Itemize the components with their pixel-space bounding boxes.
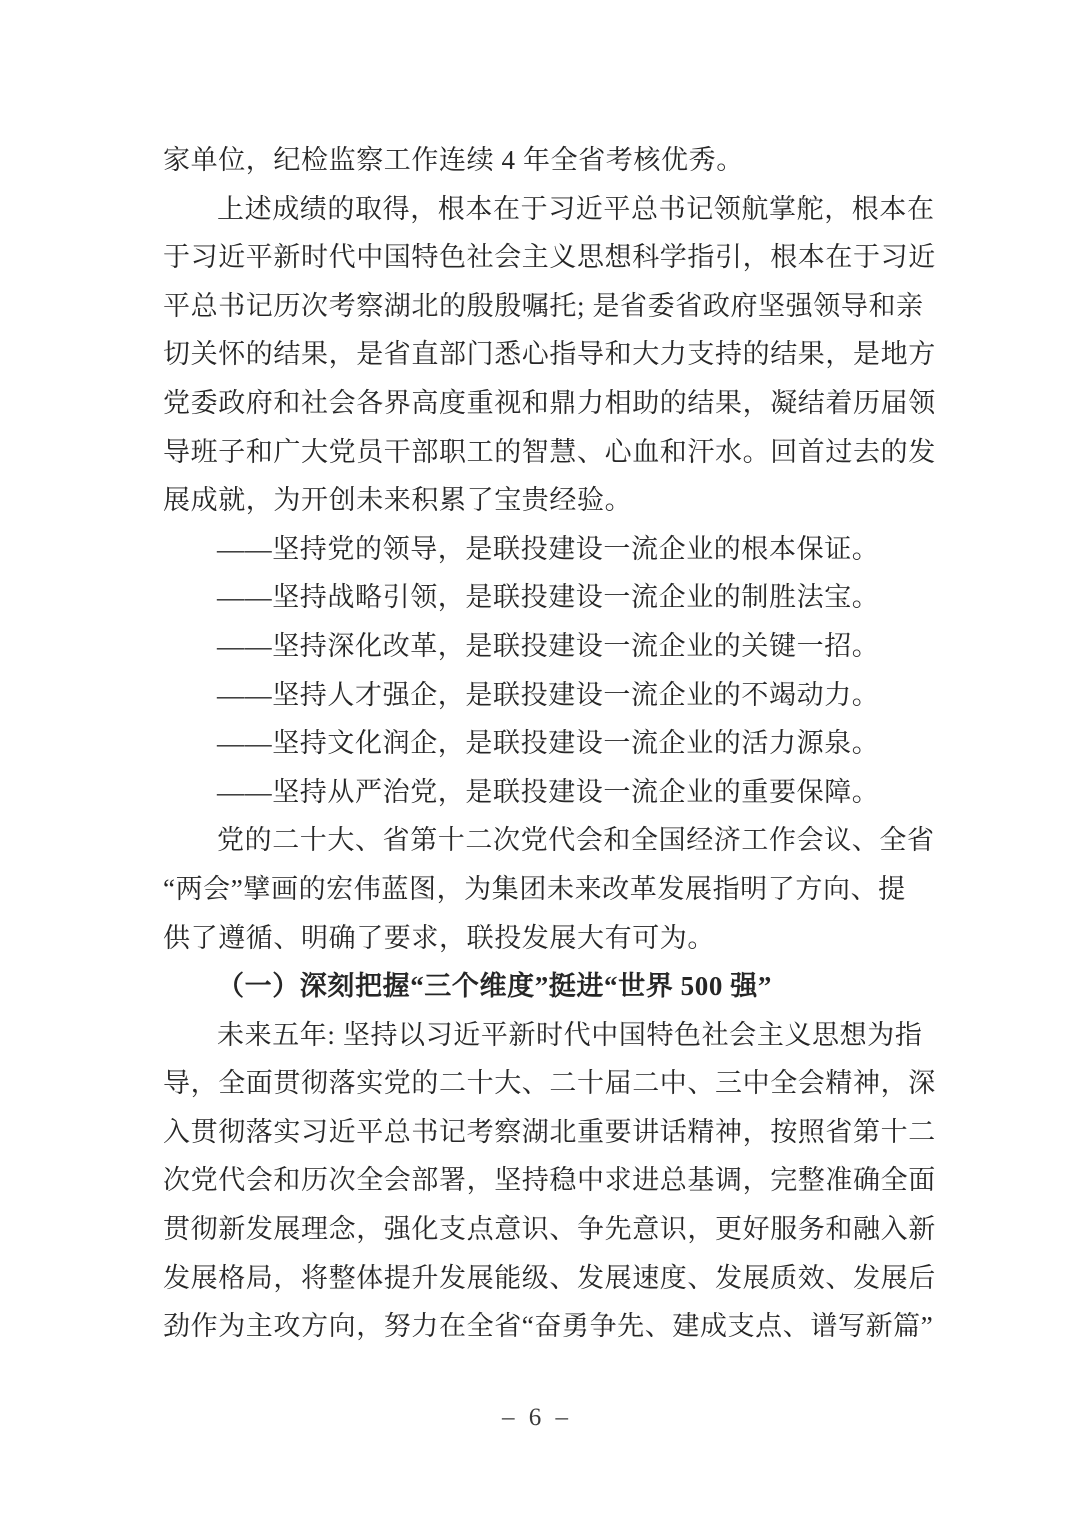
text-line: 未来五年: 坚持以习近平新时代中国特色社会主义思想为指	[217, 1019, 923, 1050]
text-line: 展成就，为开创未来积累了宝贵经验。	[163, 485, 633, 516]
text-line: ——坚持从严治党，是联投建设一流企业的重要保障。	[217, 776, 880, 807]
text-line: 党委政府和社会各界高度重视和鼎力相助的结果，凝结着历届领	[163, 387, 936, 418]
text-line: 切关怀的结果，是省直部门悉心指导和大力支持的结果，是地方	[163, 339, 936, 370]
text-line: 劲作为主攻方向，努力在全省“奋勇争先、建成支点、谱写新篇”	[163, 1311, 934, 1342]
text-line: （一）深刻把握“三个维度”挺进“世界 500 强”	[217, 971, 772, 1002]
text-line: 次党代会和历次全会部署，坚持稳中求进总基调，完整准确全面	[163, 1165, 936, 1196]
text-line: ——坚持人才强企，是联投建设一流企业的不竭动力。	[217, 679, 880, 710]
text-line: ——坚持文化润企，是联投建设一流企业的活力源泉。	[217, 728, 880, 759]
text-line: 供了遵循、明确了要求，联投发展大有可为。	[163, 922, 715, 953]
text-line: 导班子和广大党员干部职工的智慧、心血和汗水。回首过去的发	[163, 436, 936, 467]
text-line: 家单位，纪检监察工作连续 4 年全省考核优秀。	[163, 145, 744, 175]
text-line: 发展格局，将整体提升发展能级、发展速度、发展质效、发展后	[163, 1262, 936, 1293]
text-line: 入贯彻落实习近平总书记考察湖北重要讲话精神，按照省第十二	[163, 1116, 936, 1147]
text-line: 导，全面贯彻落实党的二十大、二十届二中、三中全会精神，深	[163, 1068, 936, 1099]
text-line: ——坚持战略引领，是联投建设一流企业的制胜法宝。	[217, 582, 880, 613]
page-number: – 6 –	[502, 1404, 572, 1431]
document-body	[163, 136, 938, 1351]
text-line: 上述成绩的取得，根本在于习近平总书记领航掌舵，根本在	[217, 193, 935, 224]
text-line: 平总书记历次考察湖北的殷殷嘱托; 是省委省政府坚强领导和亲	[163, 290, 924, 321]
text-line: “两会”擘画的宏伟蓝图，为集团未来改革发展指明了方向、提	[163, 873, 906, 904]
text-line: 于习近平新时代中国特色社会主义思想科学指引，根本在于习近	[163, 242, 936, 273]
text-line: 党的二十大、省第十二次党代会和全国经济工作会议、全省	[217, 825, 935, 856]
text-line: ——坚持党的领导，是联投建设一流企业的根本保证。	[217, 533, 880, 564]
text-line: ——坚持深化改革，是联投建设一流企业的关键一招。	[217, 630, 880, 661]
text-line: 贯彻新发展理念，强化支点意识、争先意识，更好服务和融入新	[163, 1214, 936, 1245]
